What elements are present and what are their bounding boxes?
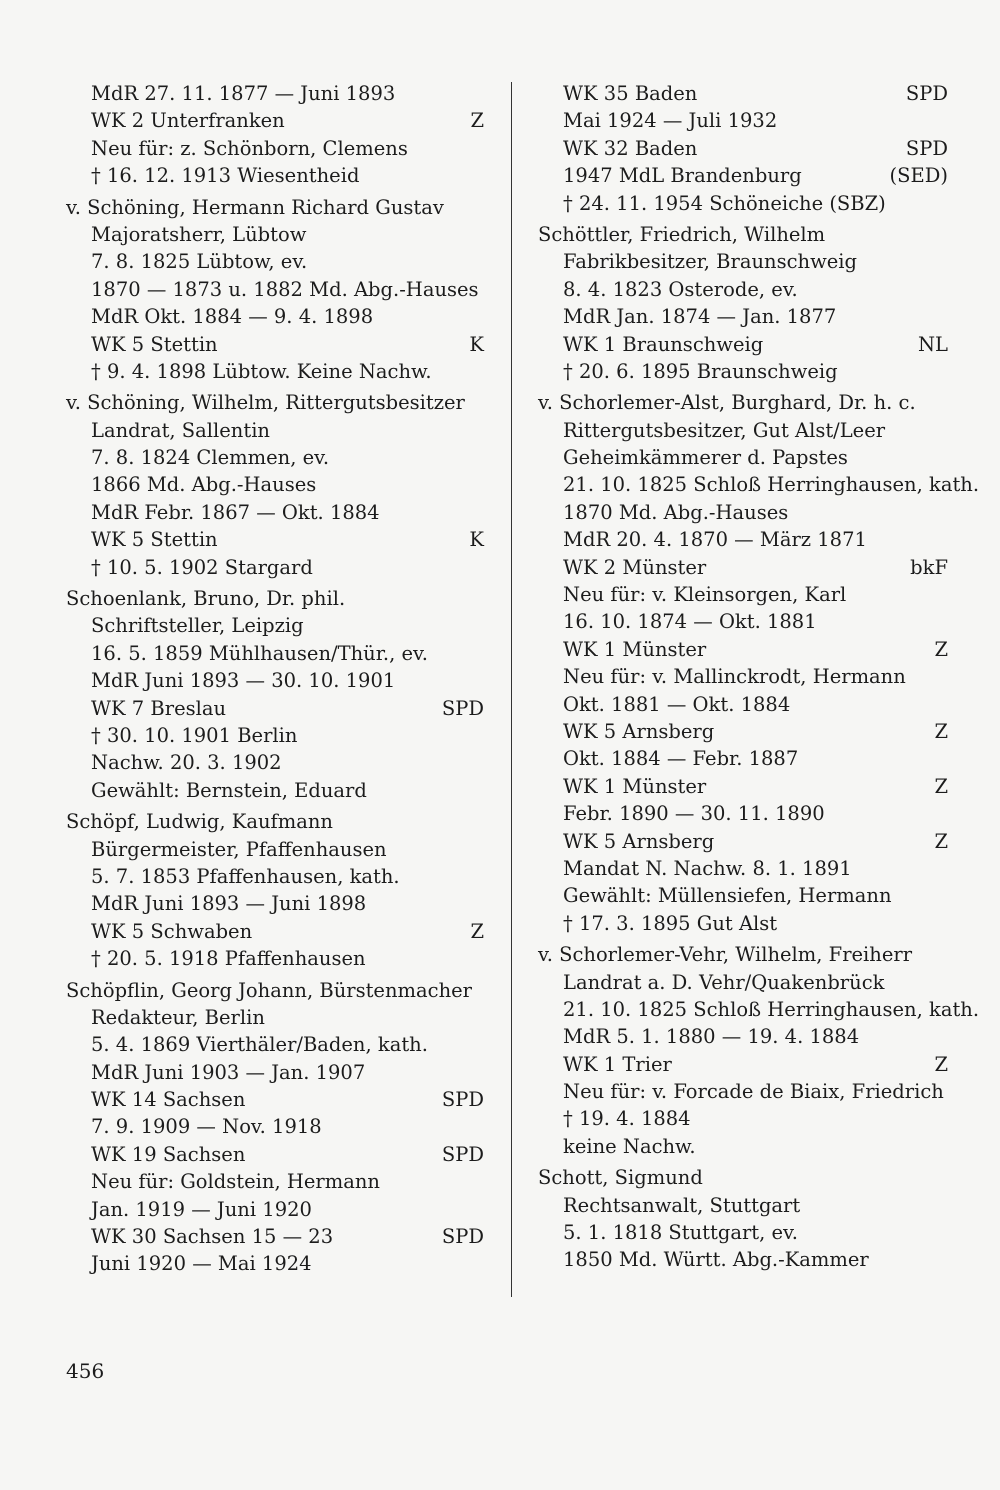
entry-line [66,107,484,134]
entry-heading [538,1164,948,1191]
entry-line [66,358,484,385]
entry-text: † 30. 10. 1901 Berlin [91,723,298,747]
entry-text: MdR 20. 4. 1870 — März 1871 [563,528,867,552]
party-label: Z [934,829,948,853]
party-label: Z [934,719,948,743]
entry-text: Rittergutsbesitzer, Gut Alst/Leer [563,418,886,442]
entry-heading [538,941,948,968]
entry-line [538,276,948,303]
entry-text: Febr. 1890 — 30. 11. 1890 [563,802,825,826]
entry-line [66,554,484,581]
entry-text: Bürgermeister, Pfaffenhausen [91,837,387,861]
entry-line [66,1250,484,1277]
entry-text: Schoenlank, Bruno, Dr. phil. [66,587,346,611]
entry-text: Neu für: v. Forcade de Biaix, Friedrich [563,1080,944,1104]
entry-line [66,1059,484,1086]
entry-line [538,910,948,937]
entry-line [66,1168,484,1195]
entry-heading [66,194,484,221]
entry-text: 1850 Md. Württ. Abg.-Kammer [563,1248,869,1272]
entry-text: WK 1 Braunschweig [563,332,764,356]
entry-text: 5. 1. 1818 Stuttgart, ev. [563,1221,798,1245]
entry-line [538,444,948,471]
entry-line [538,358,948,385]
party-label: K [469,332,484,356]
entry-text: Schott, Sigmund [538,1166,703,1190]
entry-line [538,80,948,107]
entry-text: Neu für: z. Schönborn, Clemens [91,136,408,160]
entry-line [66,471,484,498]
entry-line [66,444,484,471]
entry-line [66,612,484,639]
entry-line [538,107,948,134]
entry-line [538,417,948,444]
entry-text: WK 14 Sachsen [91,1088,246,1112]
entry-line [538,969,948,996]
entry-text: MdR Jan. 1874 — Jan. 1877 [563,305,837,329]
party-label: Z [934,774,948,798]
entry-text: MdR Febr. 1867 — Okt. 1884 [91,500,380,524]
entry-line [66,667,484,694]
entry-line [538,718,948,745]
entry-text: WK 7 Breslau [91,696,227,720]
entry-line [538,1023,948,1050]
entry-line [538,499,948,526]
entry-text: Mai 1924 — Juli 1932 [563,109,778,133]
entry-line [66,1196,484,1223]
entry-text: 7. 8. 1824 Clemmen, ev. [91,446,330,470]
entry-heading [66,585,484,612]
entry-line [66,640,484,667]
entry-line [538,745,948,772]
entry-text: MdR 5. 1. 1880 — 19. 4. 1884 [563,1025,860,1049]
entry-line [66,749,484,776]
entry-line [66,945,484,972]
party-label: SPD [441,696,484,720]
entry-line [66,526,484,553]
entry-line [538,331,948,358]
entry-line [538,554,948,581]
entry-line [66,777,484,804]
entry-text: WK 30 Sachsen 15 — 23 [91,1225,334,1249]
entry-text: WK 35 Baden [563,82,698,105]
entry-text: 7. 9. 1909 — Nov. 1918 [91,1115,322,1139]
entry-text: 1866 Md. Abg.-Hauses [91,473,317,497]
entry-line [538,1219,948,1246]
entry-text: † 24. 11. 1954 Schöneiche (SBZ) [563,191,886,215]
party-label: SPD [441,1225,484,1249]
entry-line [538,581,948,608]
entry-text: WK 5 Schwaben [91,919,253,943]
entry-line [538,303,948,330]
entry-text: 16. 10. 1874 — Okt. 1881 [563,610,817,634]
entry-line [538,608,948,635]
party-label: Z [934,637,948,661]
entry-text: WK 19 Sachsen [91,1142,246,1166]
entry-line [66,331,484,358]
party-label: K [469,528,484,552]
entry-text: 16. 5. 1859 Mühlhausen/Thür., ev. [91,641,428,665]
entry-line [66,1086,484,1113]
entry-text: keine Nachw. [563,1134,696,1158]
entry-text: Neu für: v. Mallinckrodt, Hermann [563,665,906,689]
entry-text: MdR Juni 1903 — Jan. 1907 [91,1060,366,1084]
entry-text: † 17. 3. 1895 Gut Alst [563,911,778,935]
entry-text: Schöpflin, Georg Johann, Bürstenmacher [66,978,472,1002]
entry-text: WK 5 Arnsberg [563,829,715,853]
right-column [538,80,980,1274]
party-label: SPD [905,136,948,160]
entry-line [66,417,484,444]
entry-line [66,248,484,275]
entry-line [66,863,484,890]
entry-text: Rechtsanwalt, Stuttgart [563,1193,801,1217]
party-label: Z [470,109,484,133]
entry-text: Neu für: Goldstein, Hermann [91,1170,380,1194]
entry-text: WK 1 Trier [563,1052,672,1076]
entry-line [538,996,980,1023]
column-divider [511,82,512,1297]
party-label: Z [470,919,484,943]
entry-line [538,162,948,189]
entry-line [66,722,484,749]
entry-line [66,695,484,722]
entry-line [66,1113,484,1140]
entry-line [538,135,948,162]
entry-text: WK 5 Stettin [91,528,218,552]
entry-line [538,471,980,498]
entry-line [66,303,484,330]
entry-heading [66,389,484,416]
entry-text: Geheimkämmerer d. Papstes [563,446,848,470]
entry-text: MdR Juni 1893 — 30. 10. 1901 [91,669,396,693]
entry-line [538,663,948,690]
entry-line [538,248,948,275]
entry-text: WK 2 Unterfranken [91,109,285,133]
entry-text: MdR Okt. 1884 — 9. 4. 1898 [91,305,374,329]
entry-text: Okt. 1884 — Febr. 1887 [563,747,799,771]
entry-text: Schriftsteller, Leipzig [91,614,304,638]
entry-line [538,1192,948,1219]
entry-text: 7. 8. 1825 Lübtow, ev. [91,250,308,274]
entry-text: 5. 4. 1869 Vierthäler/Baden, kath. [91,1033,428,1057]
entry-text: Schöpf, Ludwig, Kaufmann [66,810,333,834]
party-label: NL [917,332,948,356]
entry-line [66,499,484,526]
entry-text: v. Schöning, Wilhelm, Rittergutsbesitzer [66,391,465,415]
party-label: SPD [441,1088,484,1112]
entry-line [66,1223,484,1250]
entry-line [538,1133,948,1160]
entry-line [66,918,484,945]
entry-text: † 10. 5. 1902 Stargard [91,555,313,579]
entry-text: † 19. 4. 1884 [563,1107,691,1131]
entry-line [538,855,948,882]
entry-text: † 16. 12. 1913 Wiesentheid [91,164,360,188]
entry-text: MdR 27. 11. 1877 — Juni 1893 [91,82,396,105]
entry-text: † 9. 4. 1898 Lübtow. Keine Nachw. [91,359,432,383]
entry-line [66,1004,484,1031]
left-column [66,80,484,1278]
entry-text: WK 2 Münster [563,555,707,579]
entry-line [538,1246,948,1273]
entry-text: Jan. 1919 — Juni 1920 [91,1197,312,1221]
entry-text: Gewählt: Müllensiefen, Hermann [563,884,892,908]
entry-heading [538,389,948,416]
entry-text: Neu für: v. Kleinsorgen, Karl [563,583,847,607]
entry-text: Nachw. 20. 3. 1902 [91,751,282,775]
entry-line [538,1078,948,1105]
entry-line [66,135,484,162]
entry-text: † 20. 6. 1895 Braunschweig [563,359,838,383]
page-number: 456 [66,1359,105,1383]
entry-line [66,1031,484,1058]
entry-line [66,80,484,107]
entry-line [66,890,484,917]
entry-text: 1870 — 1873 u. 1882 Md. Abg.-Hauses [91,277,479,301]
entry-text: Juni 1920 — Mai 1924 [91,1252,312,1276]
entry-text: WK 1 Münster [563,637,707,661]
entry-text: Redakteur, Berlin [91,1005,265,1029]
entry-line [66,1141,484,1168]
entry-line [538,1105,948,1132]
entry-text: WK 5 Stettin [91,332,218,356]
entry-line [66,221,484,248]
entry-text: 21. 10. 1825 Schloß Herringhausen, kath. [563,997,980,1021]
entry-text: 1870 Md. Abg.-Hauses [563,500,789,524]
party-label: (SED) [889,164,948,188]
entry-text: Okt. 1881 — Okt. 1884 [563,692,791,716]
entry-text: 8. 4. 1823 Osterode, ev. [563,277,798,301]
entry-heading [66,977,484,1004]
entry-line [66,276,484,303]
entry-line [538,190,948,217]
entry-line [66,162,484,189]
entry-text: 21. 10. 1825 Schloß Herringhausen, kath. [563,473,980,497]
entry-line [538,773,948,800]
entry-text: Fabrikbesitzer, Braunschweig [563,250,858,274]
entry-text: Majoratsherr, Lübtow [91,222,307,246]
entry-line [538,800,948,827]
entry-text: v. Schorlemer-Vehr, Wilhelm, Freiherr [538,943,913,967]
entry-text: WK 5 Arnsberg [563,719,715,743]
entry-text: Schöttler, Friedrich, Wilhelm [538,222,826,246]
entry-text: v. Schorlemer-Alst, Burghard, Dr. h. c. [538,391,916,415]
party-label: SPD [441,1142,484,1166]
entry-line [538,1051,948,1078]
entry-line [538,882,948,909]
entry-text: Gewählt: Bernstein, Eduard [91,778,367,802]
entry-line [538,636,948,663]
party-label: bkF [910,555,948,579]
party-label: SPD [905,82,948,105]
entry-text: Landrat, Sallentin [91,418,270,442]
party-label: Z [934,1052,948,1076]
entry-line [538,526,948,553]
entry-line [538,828,948,855]
entry-heading [538,221,948,248]
entry-heading [66,808,484,835]
entry-text: WK 32 Baden [563,136,698,160]
entry-text: MdR Juni 1893 — Juni 1898 [91,892,367,916]
entry-text: 1947 MdL Brandenburg [563,164,802,188]
entry-text: WK 1 Münster [563,774,707,798]
entry-text: v. Schöning, Hermann Richard Gustav [66,195,444,219]
entry-text: Landrat a. D. Vehr/Quakenbrück [563,970,885,994]
entry-text: Mandat N. Nachw. 8. 1. 1891 [563,856,852,880]
entry-text: † 20. 5. 1918 Pfaffenhausen [91,947,366,971]
entry-text: 5. 7. 1853 Pfaffenhausen, kath. [91,864,400,888]
entry-line [538,691,948,718]
entry-line [66,836,484,863]
